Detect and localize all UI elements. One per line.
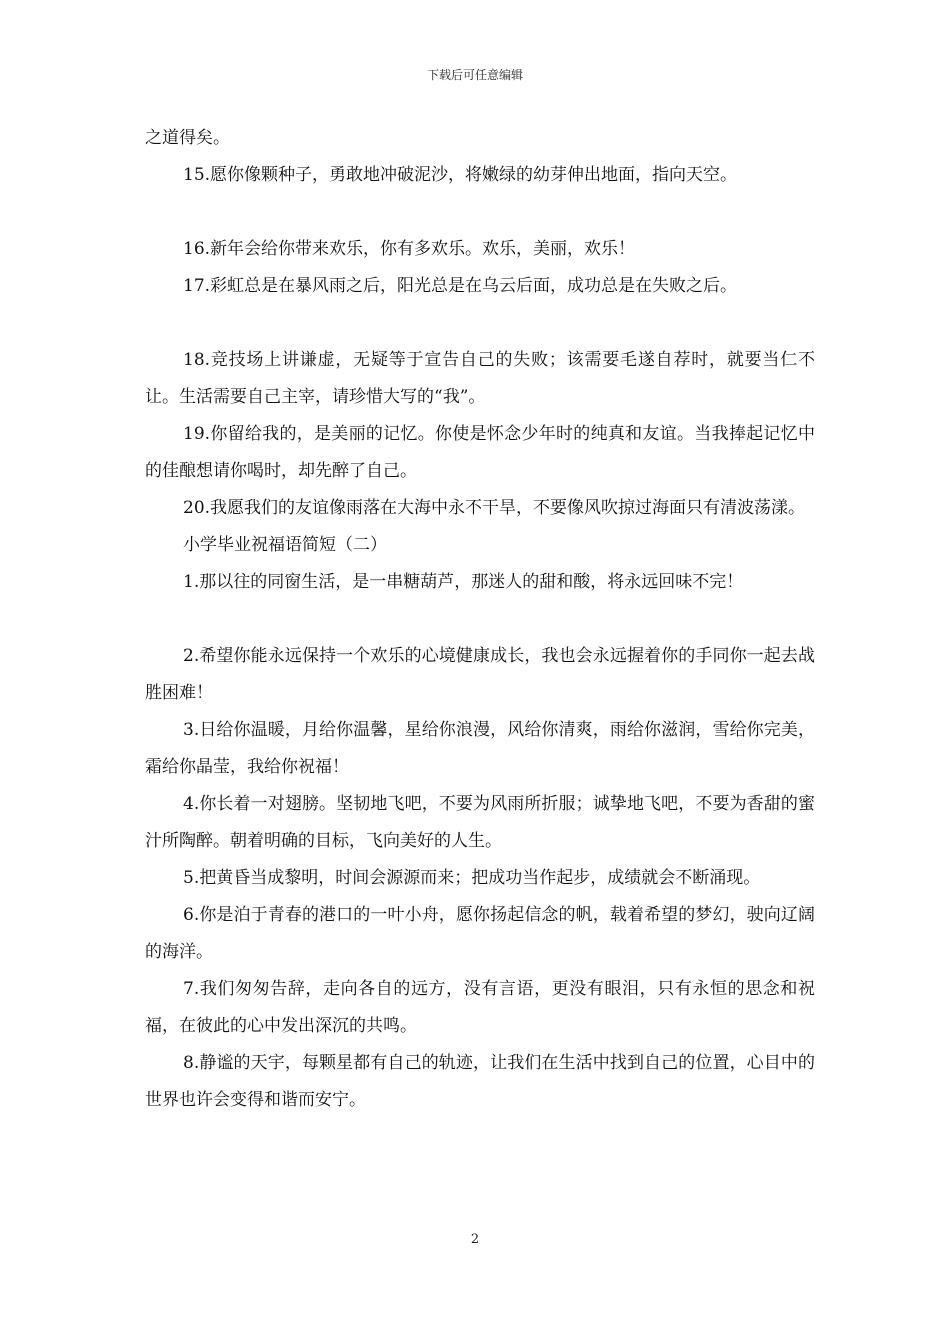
paragraph: 3.日给你温暖，月给你温馨，星给你浪漫，风给你清爽，雨给你滋润，雪给你完美，霜给你晶莹，我给你祝福！ bbox=[145, 720, 815, 777]
paragraph: 18.竞技场上讲谦虚，无疑等于宣告自己的失败；该需要毛遂自荐时，就要当仁不让。生活需要自己主宰，请珍惜大写的“我”。 bbox=[145, 350, 815, 407]
paragraph: 6.你是泊于青春的港口的一叶小舟，愿你扬起信念的帆，载着希望的梦幻，驶向辽阔的海洋。 bbox=[145, 905, 815, 962]
paragraph: 19.你留给我的，是美丽的记忆。你使是怀念少年时的纯真和友谊。当我捧起记忆中的佳酿想请你喝时，却先醉了自己。 bbox=[145, 424, 815, 481]
section-heading: 小学毕业祝福语简短（二） bbox=[183, 535, 387, 555]
paragraph: 4.你长着一对翅膀。坚韧地飞吧，不要为风雨所折服；诚挚地飞吧，不要为香甜的蜜汁所陶醉。朝着明确的目标，飞向美好的人生。 bbox=[145, 794, 815, 851]
paragraph: 1.那以往的同窗生活，是一串糖葫芦，那迷人的甜和酸，将永远回味不完！ bbox=[183, 572, 744, 592]
paragraph: 8.静谧的天宇，每颗星都有自己的轨迹，让我们在生活中找到自己的位置，心目中的世界也许会变得和谐而安宁。 bbox=[145, 1053, 815, 1110]
paragraph: 之道得矣。 bbox=[145, 128, 230, 148]
paragraph: 20.我愿我们的友谊像雨落在大海中永不干旱，不要像风吹掠过海面只有清波荡漾。 bbox=[183, 498, 806, 518]
paragraph: 15.愿你像颗种子，勇敢地冲破泥沙，将嫩绿的幼芽伸出地面，指向天空。 bbox=[183, 165, 738, 185]
paragraph: 5.把黄昏当成黎明，时间会源源而来；把成功当作起步，成绩就会不断涌现。 bbox=[183, 868, 761, 888]
document-body bbox=[145, 120, 815, 1119]
page-number: 2 bbox=[470, 1232, 480, 1247]
paragraph: 16.新年会给你带来欢乐，你有多欢乐。欢乐，美丽，欢乐！ bbox=[183, 239, 636, 259]
paragraph: 2.希望你能永远保持一个欢乐的心境健康成长，我也会永远握着你的手同你一起去战胜困难！ bbox=[145, 646, 815, 703]
paragraph: 17.彩虹总是在暴风雨之后，阳光总是在乌云后面，成功总是在失败之后。 bbox=[183, 276, 738, 296]
paragraph: 7.我们匆匆告辞，走向各自的远方，没有言语，更没有眼泪，只有永恒的思念和祝福，在彼此的心中发出深沉的共鸣。 bbox=[145, 979, 815, 1036]
page-header: 下载后可任意编辑 bbox=[426, 68, 523, 82]
